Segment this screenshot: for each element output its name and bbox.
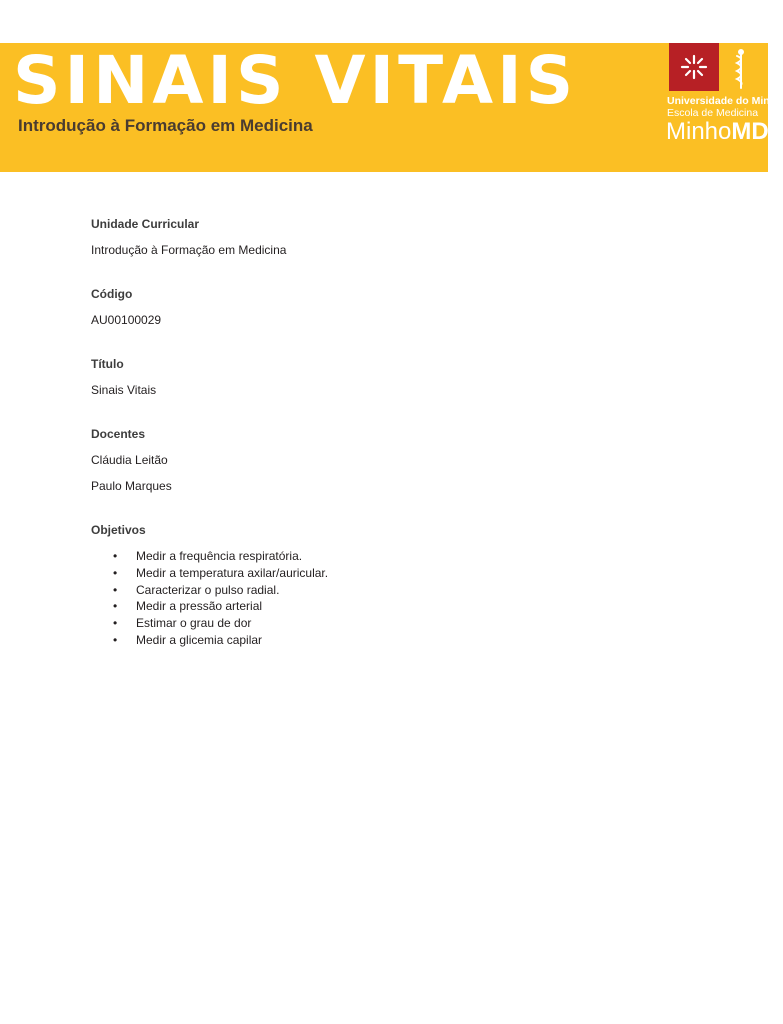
objectives-list	[91, 548, 731, 649]
bullet-icon: •	[113, 599, 118, 614]
bullet-icon: •	[113, 632, 118, 647]
section-heading: Unidade Curricular	[91, 217, 200, 231]
university-name	[667, 95, 783, 119]
bullet-icon: •	[113, 565, 118, 580]
section-objetivos	[91, 522, 731, 649]
section-titulo	[91, 356, 731, 398]
university-line-1: Universidade do Minho	[667, 95, 783, 107]
section-docentes	[91, 426, 731, 494]
docente-name: Paulo Marques	[91, 479, 172, 493]
list-item	[113, 548, 731, 565]
minhomd-logo	[666, 120, 769, 144]
list-item	[113, 565, 731, 582]
list-item	[113, 632, 731, 649]
minhomd-logo-suffix: MD	[731, 118, 769, 145]
list-item-text: Medir a pressão arterial	[136, 599, 263, 614]
section-value: AU00100029	[91, 313, 162, 327]
page-title: SINAIS VITAIS	[13, 42, 578, 119]
list-item-text: Estimar o grau de dor	[136, 616, 252, 631]
list-item	[113, 615, 731, 632]
section-unidade-curricular	[91, 216, 731, 258]
list-item	[113, 598, 731, 615]
university-line-2: Escola de Medicina	[667, 107, 759, 119]
university-emblem-icon	[669, 43, 719, 91]
bullet-icon: •	[113, 582, 118, 597]
list-item-text: Medir a temperatura axilar/auricular.	[136, 565, 329, 580]
list-item-text: Caracterizar o pulso radial.	[136, 582, 280, 597]
list-item	[113, 582, 731, 599]
docente-name: Cláudia Leitão	[91, 453, 168, 467]
bullet-icon: •	[113, 549, 118, 563]
list-item-text: Medir a frequência respiratória.	[136, 549, 303, 563]
page-subtitle: Introdução à Formação em Medicina	[18, 116, 313, 135]
section-heading: Docentes	[91, 427, 146, 441]
section-heading: Título	[91, 357, 124, 371]
section-value: Introdução à Formação em Medicina	[91, 243, 287, 257]
section-codigo	[91, 286, 731, 328]
section-value: Sinais Vitais	[91, 383, 157, 397]
document-body	[91, 216, 731, 677]
bullet-icon: •	[113, 616, 118, 631]
minhomd-logo-prefix: Minho	[666, 118, 732, 145]
list-item-text: Medir a glicemia capilar	[136, 632, 263, 647]
section-heading: Objetivos	[91, 523, 146, 537]
section-heading: Código	[91, 287, 133, 301]
medicine-staff-icon	[730, 48, 752, 90]
